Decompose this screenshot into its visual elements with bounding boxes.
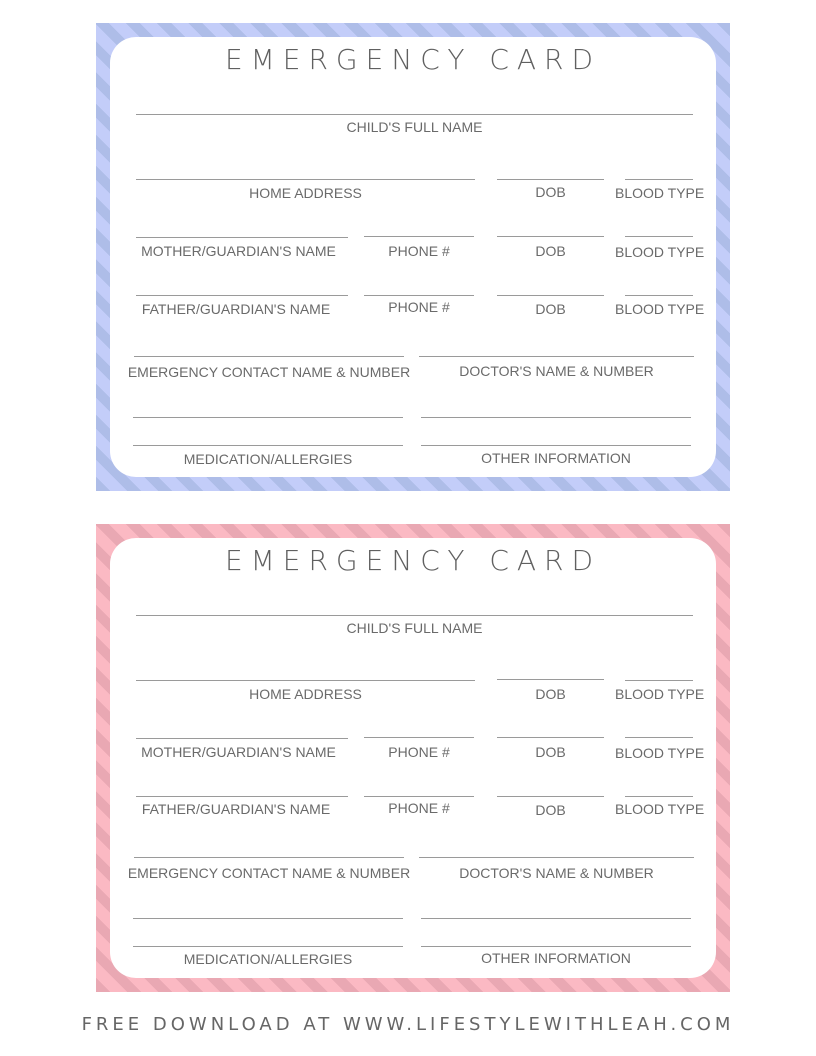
- dob-line[interactable]: [497, 679, 604, 680]
- mother-phone-line[interactable]: [364, 236, 474, 237]
- dob-label: DOB: [535, 686, 566, 702]
- emergency-contact-label: EMERGENCY CONTACT NAME & NUMBER: [127, 865, 411, 881]
- medication-label: MEDICATION/ALLERGIES: [183, 451, 353, 467]
- mother-blood-line[interactable]: [625, 236, 693, 237]
- father-name-line[interactable]: [136, 796, 348, 797]
- mother-name-label: MOTHER/GUARDIAN'S NAME: [141, 744, 336, 760]
- emergency-contact-label: EMERGENCY CONTACT NAME & NUMBER: [127, 364, 411, 380]
- phone-label: PHONE #: [388, 744, 450, 760]
- father-blood-line[interactable]: [625, 796, 693, 797]
- phone-label: PHONE #: [388, 243, 450, 259]
- other-info-label: OTHER INFORMATION: [481, 950, 631, 966]
- blood-type-label: BLOOD TYPE: [615, 801, 705, 817]
- home-address-label: HOME ADDRESS: [249, 185, 362, 201]
- doctor-label: DOCTOR'S NAME & NUMBER: [459, 363, 654, 379]
- dob-label: DOB: [535, 184, 566, 200]
- father-phone-line[interactable]: [364, 295, 474, 296]
- dob-label: DOB: [535, 802, 566, 818]
- other-info-line-2[interactable]: [421, 946, 691, 947]
- blood-type-label: BLOOD TYPE: [615, 686, 705, 702]
- home-address-line[interactable]: [136, 680, 475, 681]
- emergency-card-blue: [96, 23, 730, 491]
- footer-download-link: FREE DOWNLOAD AT WWW.LIFESTYLEWITHLEAH.COM: [81, 1014, 735, 1035]
- emergency-card-pink: [96, 524, 730, 992]
- doctor-line[interactable]: [419, 356, 694, 357]
- father-name-label: FATHER/GUARDIAN'S NAME: [141, 801, 331, 817]
- child-name-line[interactable]: [136, 114, 693, 115]
- father-phone-line[interactable]: [364, 796, 474, 797]
- blood-type-label: BLOOD TYPE: [615, 185, 705, 201]
- other-info-line-1[interactable]: [421, 417, 691, 418]
- medication-label: MEDICATION/ALLERGIES: [183, 951, 353, 967]
- blood-type-line[interactable]: [625, 179, 693, 180]
- child-name-label: CHILD'S FULL NAME: [346, 620, 483, 636]
- doctor-line[interactable]: [419, 857, 694, 858]
- mother-name-label: MOTHER/GUARDIAN'S NAME: [141, 243, 336, 259]
- mother-dob-line[interactable]: [497, 236, 604, 237]
- other-info-line-1[interactable]: [421, 918, 691, 919]
- blood-type-label: BLOOD TYPE: [615, 244, 705, 260]
- mother-blood-line[interactable]: [625, 737, 693, 738]
- father-name-label: FATHER/GUARDIAN'S NAME: [141, 301, 331, 317]
- child-name-label: CHILD'S FULL NAME: [346, 119, 483, 135]
- father-blood-line[interactable]: [625, 295, 693, 296]
- mother-name-line[interactable]: [136, 738, 348, 739]
- dob-label: DOB: [535, 243, 566, 259]
- home-address-line[interactable]: [136, 179, 475, 180]
- mother-name-line[interactable]: [136, 237, 348, 238]
- other-info-label: OTHER INFORMATION: [481, 450, 631, 466]
- blood-type-label: BLOOD TYPE: [615, 301, 705, 317]
- other-info-line-2[interactable]: [421, 445, 691, 446]
- card-title: EMERGENCY CARD: [224, 544, 602, 577]
- medication-line-1[interactable]: [133, 918, 403, 919]
- child-name-line[interactable]: [136, 615, 693, 616]
- phone-label: PHONE #: [388, 800, 450, 816]
- mother-dob-line[interactable]: [497, 737, 604, 738]
- doctor-label: DOCTOR'S NAME & NUMBER: [459, 865, 654, 881]
- emergency-contact-line[interactable]: [134, 857, 404, 858]
- home-address-label: HOME ADDRESS: [249, 686, 362, 702]
- father-name-line[interactable]: [136, 295, 348, 296]
- dob-label: DOB: [535, 744, 566, 760]
- medication-line-2[interactable]: [133, 445, 403, 446]
- father-dob-line[interactable]: [497, 796, 604, 797]
- medication-line-2[interactable]: [133, 946, 403, 947]
- father-dob-line[interactable]: [497, 295, 604, 296]
- dob-label: DOB: [535, 301, 566, 317]
- dob-line[interactable]: [497, 179, 604, 180]
- card-title: EMERGENCY CARD: [224, 43, 602, 76]
- phone-label: PHONE #: [388, 299, 450, 315]
- medication-line-1[interactable]: [133, 417, 403, 418]
- blood-type-label: BLOOD TYPE: [615, 745, 705, 761]
- emergency-contact-line[interactable]: [134, 356, 404, 357]
- mother-phone-line[interactable]: [364, 737, 474, 738]
- blood-type-line[interactable]: [625, 680, 693, 681]
